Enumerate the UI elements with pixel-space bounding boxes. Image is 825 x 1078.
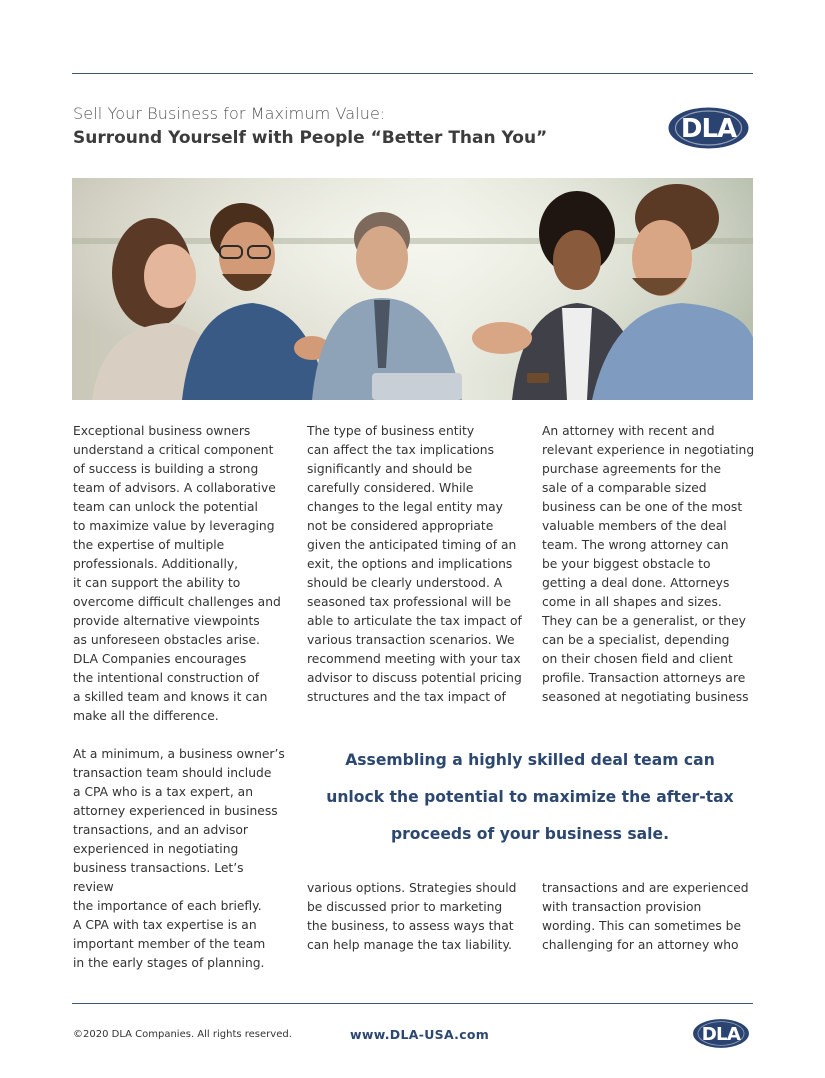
column-1-top-text: Exceptional business owners understand a critical component of success is building a strong team of advisors. A collaborative team can unlock the potential to maximize value by leveraging the expertise of multiple professionals. Additionally, it can support the ability to overcome difficult challenges and provide alternative viewpoints as unforeseen obstacles arise. DLA Companies encourages the intentional construction of a skilled team and knows it can make all the difference. [73,424,281,723]
footer-rule [72,1003,753,1004]
website-link[interactable]: www.DLA-USA.com [350,1027,490,1042]
team-meeting-photo [72,178,753,400]
dla-logo [667,106,750,150]
column-3-bottom-text: transactions and are experienced with transaction provision wording. This can sometimes be challenging for an attorney who [542,881,749,952]
pull-quote [310,742,750,853]
page-title-line1: Sell Your Business for Maximum Value: [73,104,386,123]
pull-quote-line3: proceeds of your business sale. [390,825,670,843]
header-rule [72,73,753,74]
column-3-top-text: An attorney with recent and relevant experience in negotiating purchase agreements for the sale of a comparable sized business can be one of the most valuable members of the deal team. The wrong attorney can be your biggest obstacle to getting a deal done. Attorneys come in all shapes and sizes. They can be a generalist, or they can be a specialist, depending on their chosen field and client profile. Transaction attorneys are seasoned at negotiating business [542,424,755,704]
column-2-top-text: The type of business entity can affect the tax implications significantly and should be carefully considered. While changes to the legal entity may not be considered appropriate given the anticipated timing of an exit, the options and implications should be clearly understood. A seasoned tax professional will be able to articulate the tax impact of various transaction scenarios. We recommend meeting with your tax advisor to discuss potential pricing structures and the tax impact of [307,424,522,704]
logo-text: DLA [680,114,737,144]
column-1-bottom-text: At a minimum, a business owner’s transaction team should include a CPA who is a tax expert, an attorney experienced in business transactions, and an advisor experienced in negotiating business transactions. Let’s review the importance of each briefly. A CPA with tax expertise is an important member of the team in the early stages of planning. [73,747,285,970]
pull-quote-line2: unlock the potential to maximize the after-tax [326,788,734,806]
copyright-text: ©2020 DLA Companies. All rights reserved. [73,1029,292,1040]
footer-dla-logo [692,1018,750,1049]
pull-quote-line1: Assembling a highly skilled deal team can [345,751,715,769]
footer-logo-text: DLA [701,1023,741,1045]
page-title-line2: Surround Yourself with People “Better Than You” [73,128,548,148]
column-2-bottom-text: various options. Strategies should be discussed prior to marketing the business, to assess ways that can help manage the tax liability. [307,881,517,952]
